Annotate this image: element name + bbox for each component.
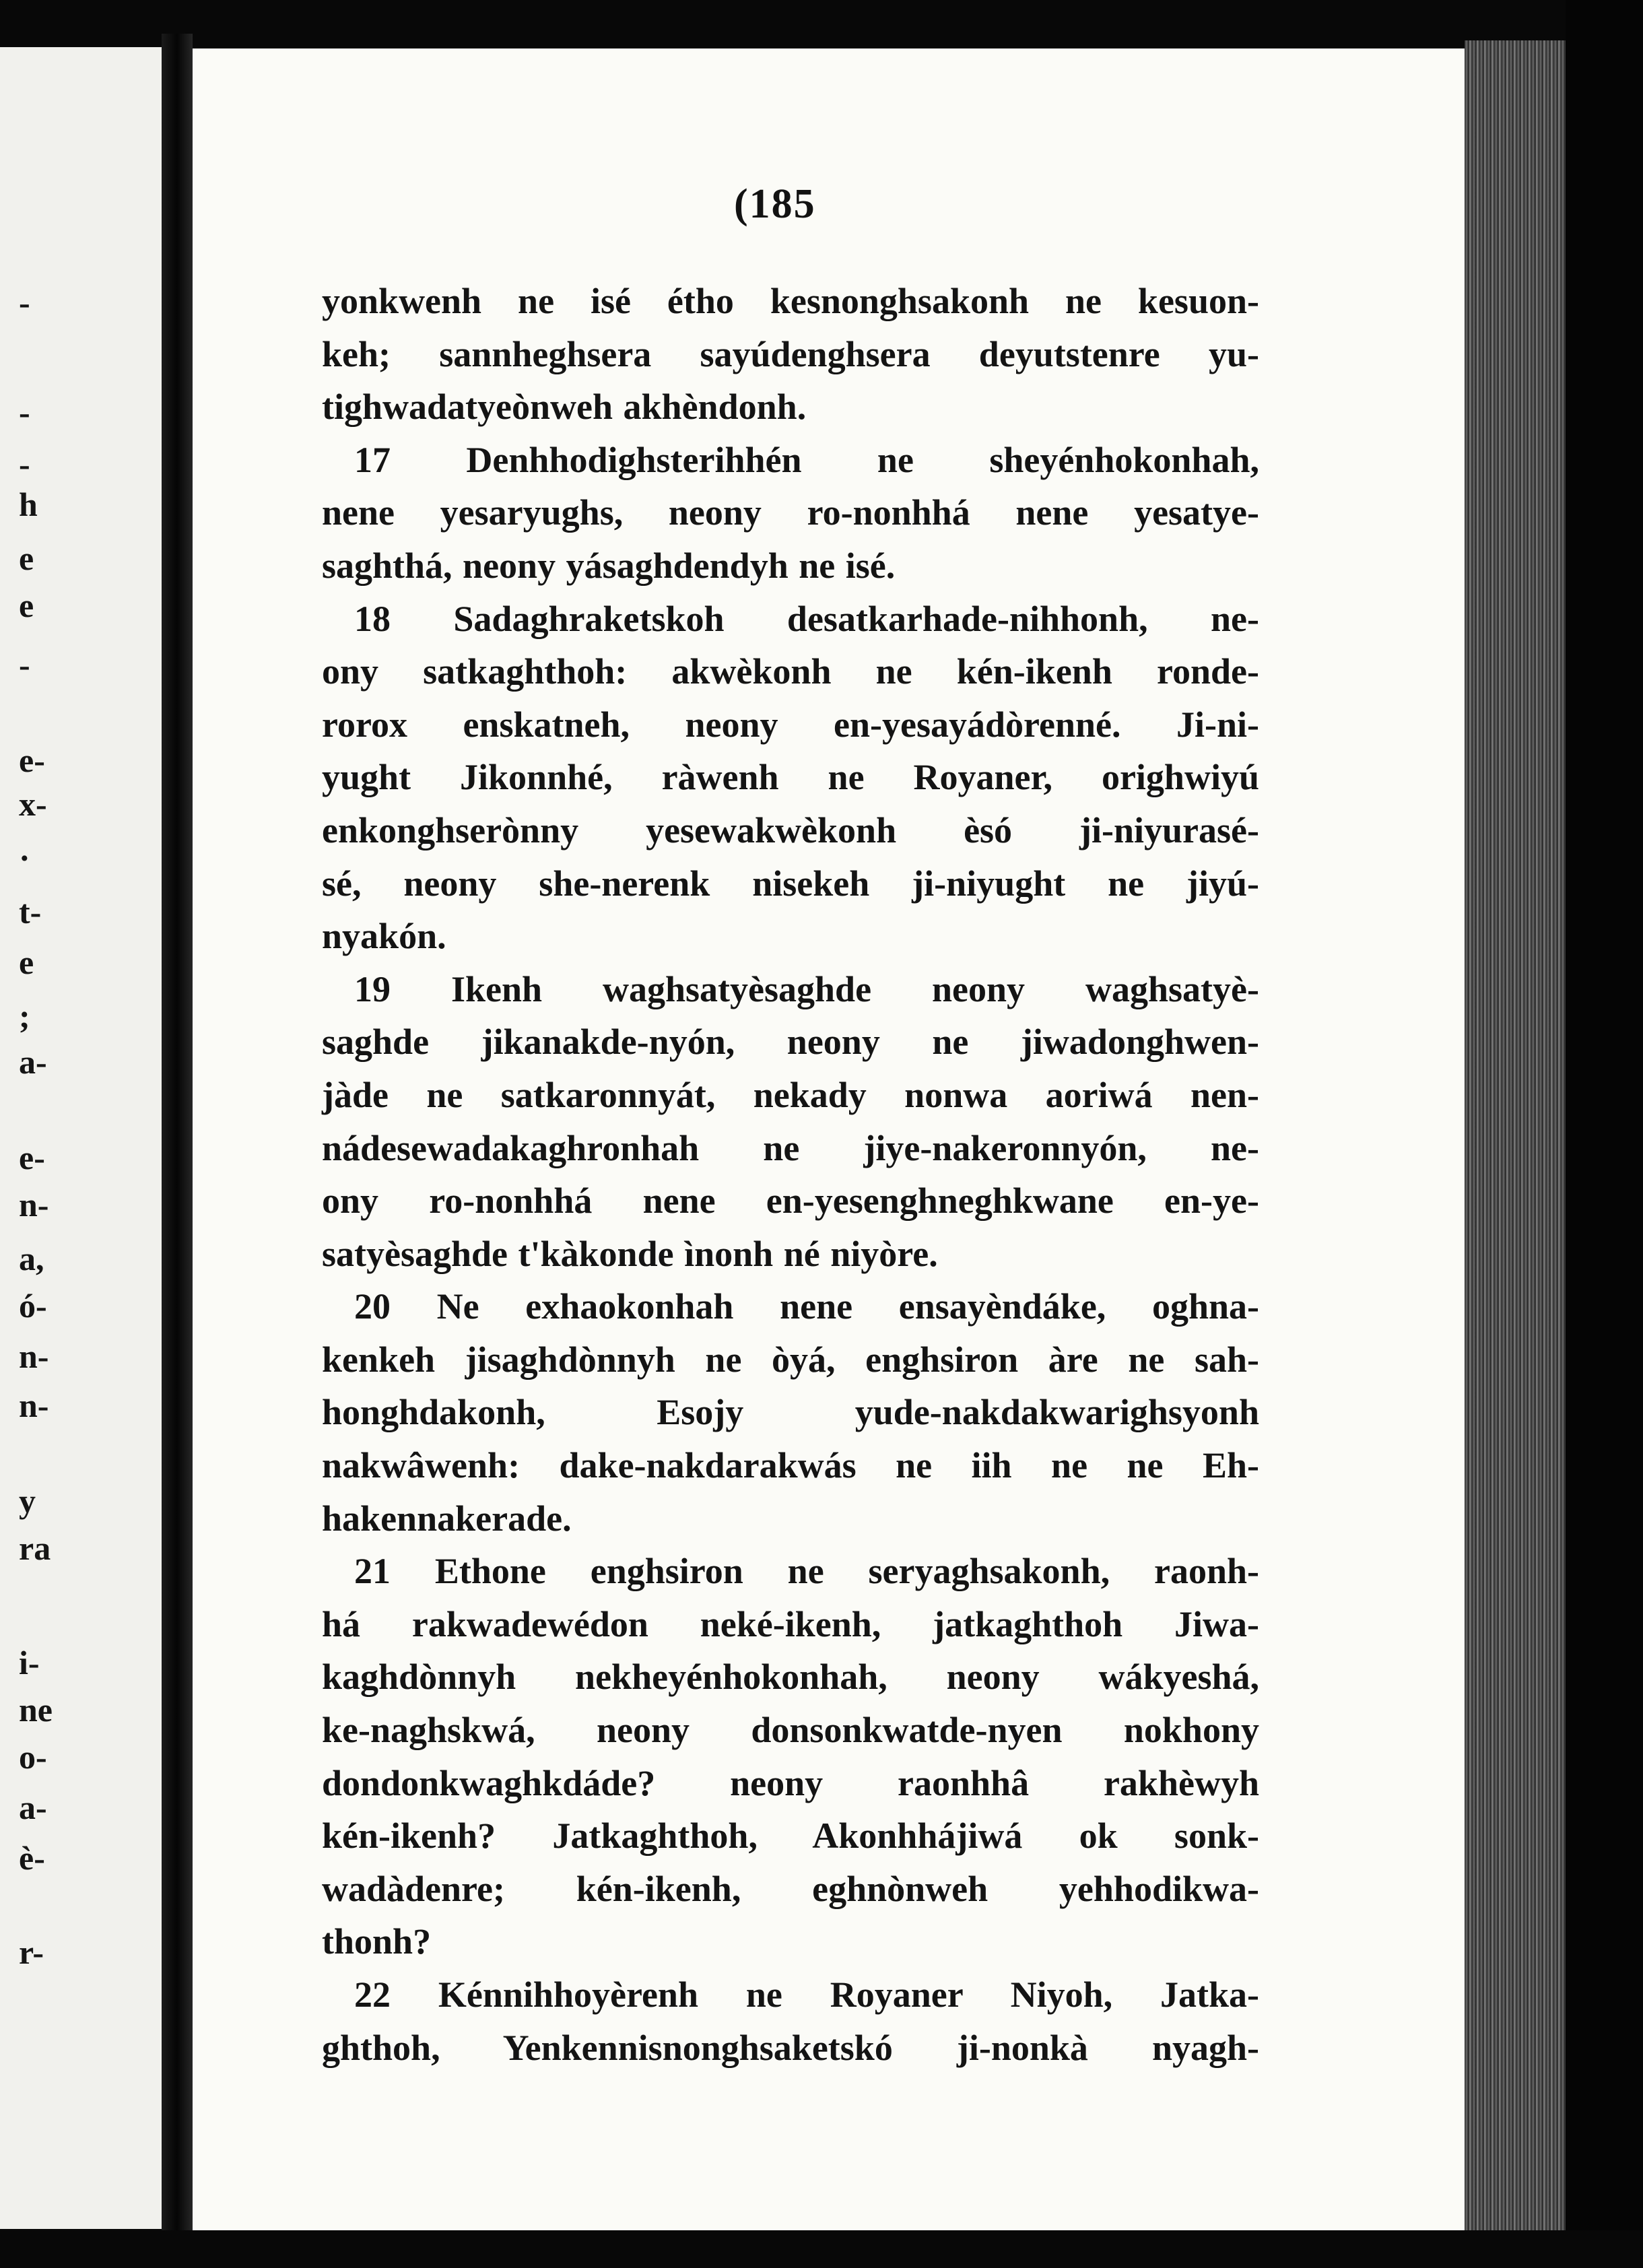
text-line: jàde ne satkaronnyát, nekady nonwa aoriwá nen- <box>322 1074 1259 1115</box>
previous-page-fragment: · <box>19 839 30 877</box>
text-line: enkonghserònny yesewakwèkonh èsó ji-niyurasé- <box>322 809 1259 850</box>
text-line: dondonkwaghkdáde? neony raonhhâ rakhèwyh <box>322 1762 1259 1803</box>
previous-page-fragment: n- <box>19 1337 49 1375</box>
text-line: kenkeh jisaghdònnyh ne òyá, enghsiron àre ne sah- <box>322 1339 1259 1380</box>
previous-page-fragment: - <box>19 393 30 431</box>
scan-border-bottom <box>0 2230 1643 2268</box>
previous-page-fragment: e <box>19 539 34 577</box>
text-line: 17 Denhhodighsterihhén ne sheyénhokonhah, <box>354 439 1259 480</box>
text-line: kaghdònnyh nekheyénhokonhah, neony wákyeshá, <box>322 1657 1259 1698</box>
text-line: nyakón. <box>322 916 446 957</box>
previous-page-fragment: x- <box>19 785 47 823</box>
text-line: keh; sannheghsera sayúdenghsera deyutstenre yu- <box>322 333 1259 374</box>
text-line: satyèsaghde t'kàkonde ìnonh né niyòre. <box>322 1233 938 1274</box>
previous-page-fragment: r- <box>19 1933 44 1971</box>
previous-page-fragment: a- <box>19 1043 47 1081</box>
text-line: yonkwenh ne isé étho kesnonghsakonh ne kesuon- <box>322 281 1259 321</box>
text-line: kén-ikenh? Jatkaghthoh, Akonhhájiwá ok sonk- <box>322 1815 1259 1857</box>
previous-page-fragment: e- <box>19 1139 45 1176</box>
previous-page-fragment: - <box>19 646 30 683</box>
previous-page-fragment: o- <box>19 1738 47 1776</box>
previous-page-fragment: y <box>19 1482 36 1520</box>
text-line: ghthoh, Yenkennisnonghsaketskó ji-nonkà nyagh- <box>322 2027 1259 2068</box>
text-line: yught Jikonnhé, ràwenh ne Royaner, orighwiyú <box>322 757 1259 798</box>
text-line: sé, neony she-nerenk nisekeh ji-niyught ne jiyú- <box>322 863 1259 904</box>
previous-page-fragment: i- <box>19 1644 40 1681</box>
page-number: (185 <box>734 181 816 227</box>
text-line: thonh? <box>322 1921 432 1962</box>
text-line: ony ro-nonhhá nene en-yesenghneghkwane en-ye- <box>322 1180 1259 1222</box>
previous-page-fragment: n- <box>19 1186 49 1224</box>
text-line: 20 Ne exhaokonhah nene ensayèndáke, oghna- <box>354 1286 1259 1327</box>
previous-page-fragment: e <box>19 943 34 981</box>
previous-page-fragment: t- <box>19 893 42 931</box>
scan-border-right <box>1566 0 1643 2268</box>
previous-page-fragment: ne <box>19 1691 53 1729</box>
page-edges <box>1465 40 1566 2232</box>
previous-page-fragment: a- <box>19 1789 47 1826</box>
text-line: ke-naghskwá, neony donsonkwatde-nyen nokhony <box>322 1710 1259 1751</box>
text-line: saghde jikanakde-nyón, neony ne jiwadonghwen- <box>322 1022 1259 1063</box>
previous-page-fragment: - <box>19 284 30 321</box>
body-text <box>322 275 1259 2074</box>
text-line: há rakwadewédon neké-ikenh, jatkaghthoh Jiwa- <box>322 1603 1259 1644</box>
text-line: saghthá, neony yásaghdendyh ne isé. <box>322 545 896 586</box>
previous-page-fragment: è- <box>19 1839 45 1877</box>
previous-page-fragment: a, <box>19 1240 44 1277</box>
text-line: tighwadatyeònweh akhèndonh. <box>322 387 807 428</box>
previous-page-fragments <box>0 0 162 2268</box>
text-line: nádesewadakaghronhah ne jiye-nakeronnyón, ne- <box>322 1127 1259 1168</box>
text-line: rorox enskatneh, neony en-yesayádòrenné. Ji-ni- <box>322 704 1259 745</box>
previous-page-fragment: e <box>19 587 34 624</box>
text-line: 19 Ikenh waghsatyèsaghde neony waghsatyè- <box>354 968 1259 1009</box>
text-line: 22 Kénnihhoyèrenh ne Royaner Niyoh, Jatka- <box>354 1974 1259 2015</box>
text-line: nene yesaryughs, neony ro-nonhhá nene yesatye- <box>322 492 1259 533</box>
scan-border-top <box>0 0 1643 48</box>
previous-page-fragment: h <box>19 486 38 523</box>
text-line: ony satkaghthoh: akwèkonh ne kén-ikenh ronde- <box>322 651 1259 692</box>
text-line: wadàdenre; kén-ikenh, eghnònweh yehhodikwa- <box>322 1868 1259 1909</box>
text-line: 18 Sadaghraketskoh desatkarhade-nihhonh, ne- <box>354 598 1259 639</box>
previous-page-fragment: ó- <box>19 1287 47 1325</box>
text-line: nakwâwenh: dake-nakdarakwás ne iih ne ne Eh- <box>322 1445 1259 1486</box>
previous-page-fragment: e- <box>19 741 45 779</box>
text-line: hakennakerade. <box>322 1498 572 1539</box>
previous-page-fragment: ; <box>19 997 30 1035</box>
book-gutter <box>162 34 193 2242</box>
previous-page-fragment: - <box>19 445 30 483</box>
text-line: honghdakonh, Esojy yude-nakdakwarighsyonh <box>322 1392 1259 1433</box>
previous-page-fragment: ra <box>19 1529 51 1567</box>
previous-page-fragment: n- <box>19 1387 49 1424</box>
text-line: 21 Ethone enghsiron ne seryaghsakonh, raonh- <box>354 1551 1259 1592</box>
